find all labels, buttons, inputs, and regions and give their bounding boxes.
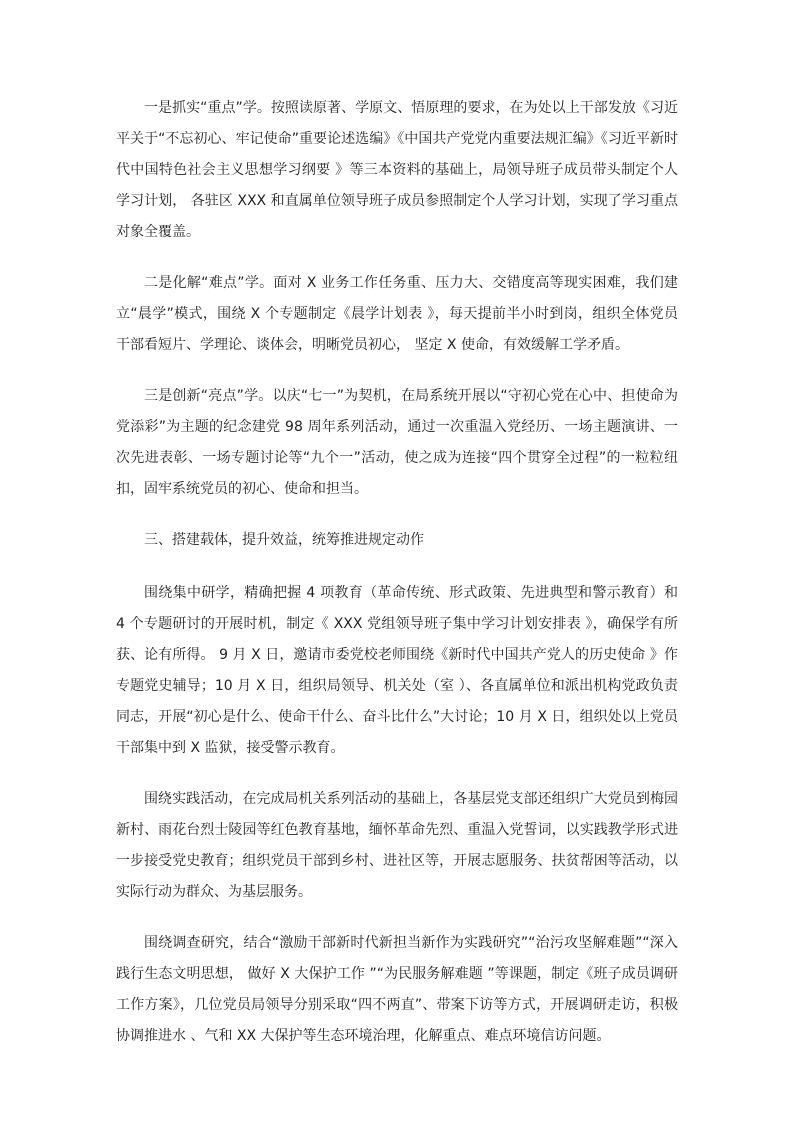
paragraph-difficulty-study: 二是化解“难点”学。面对 X 业务工作任务重、压力大、交错度高等现实困难，我们建立“晨学”模式，围绕 X 个专题制定《晨学计划表 》，每天提前半小时到岗，组织全体党员干部看短片、学理论、谈体会，明晰党员初心， 坚定 X 使命，有效缓解工学矛盾。 bbox=[116, 275, 678, 353]
paragraph-focus-study: 一是抓实“重点”学。按照读原著、学原文、悟原理的要求，在为处以上干部发放《习近平关于“不忘初心、牢记使命”重要论述选编》《中国共产党党内重要法规汇编》《习近平新时代中国特色社会主义思想学习纲要 》等三本资料的基础上，局领导班子成员带头制定个人学习计划， 各驻区 XXX 和直属单位领导班子成员参照制定个人学习计划，实现了学习重点对象全覆盖。 bbox=[116, 100, 678, 240]
section-heading: 三、搭建载体，提升效益，统筹推进规定动作 bbox=[144, 532, 424, 548]
paragraph-centralized-study: 围绕集中研学，精确把握 4 项教育（革命传统、形式政策、先进典型和警示教育）和 4 个专题研讨的开展时机，制定《 XXX 党组领导班子集中学习计划安排表 》，确保学有所获、论有所得。 9 月 X 日，邀请市委党校老师围绕《新时代中国共产党人的历史使命 》作专题党史辅导；10 月 X 日，组织局领导、机关处（室 ）、各直属单位和派出机构党政负责同志，开展“初心是什么、使命干什么、奋斗比什么”大讨论；10 月 X 日，组织处以上党员干部集中到 X 监狱，接受警示教育。 bbox=[116, 585, 678, 756]
paragraph-highlight-study: 三是创新“亮点”学。以庆“七一”为契机，在局系统开展以“守初心党在心中、担使命为党添彩”为主题的纪念建党 98 周年系列活动，通过一次重温入党经历、一场主题演讲、一次先进表彰、一场专题讨论等“九个一”活动，使之成为连接“四个贯穿全过程”的一粒粒纽扣，固牢系统党员的初心、使命和担当。 bbox=[116, 388, 678, 497]
paragraph-investigation-research: 围绕调查研究，结合“激励干部新时代新担当新作为实践研究”“治污攻坚解难题”“深入践行生态文明思想， 做好 X 大保护工作 ”“为民服务解难题 ”等课题，制定《班子成员调研工作方案》，几位党员局领导分别采取“四不两直”、带案下访等方式，开展调研走访，积极协调推进水 、气和 XX 大保护等生态环境治理，化解重点、难点环境信访问题。 bbox=[116, 935, 678, 1044]
document-body bbox=[116, 93, 678, 1072]
paragraph-practice-activities: 围绕实践活动，在完成局机关系列活动的基础上，各基层党支部还组织广大党员到梅园新村、雨花台烈士陵园等红色教育基地，缅怀革命先烈、重温入党誓词，以实践教学形式进一步接受党史教育；组织党员干部到乡村、进社区等，开展志愿服务、扶贫帮困等活动，以实际行动为群众、为基层服务。 bbox=[116, 791, 678, 900]
